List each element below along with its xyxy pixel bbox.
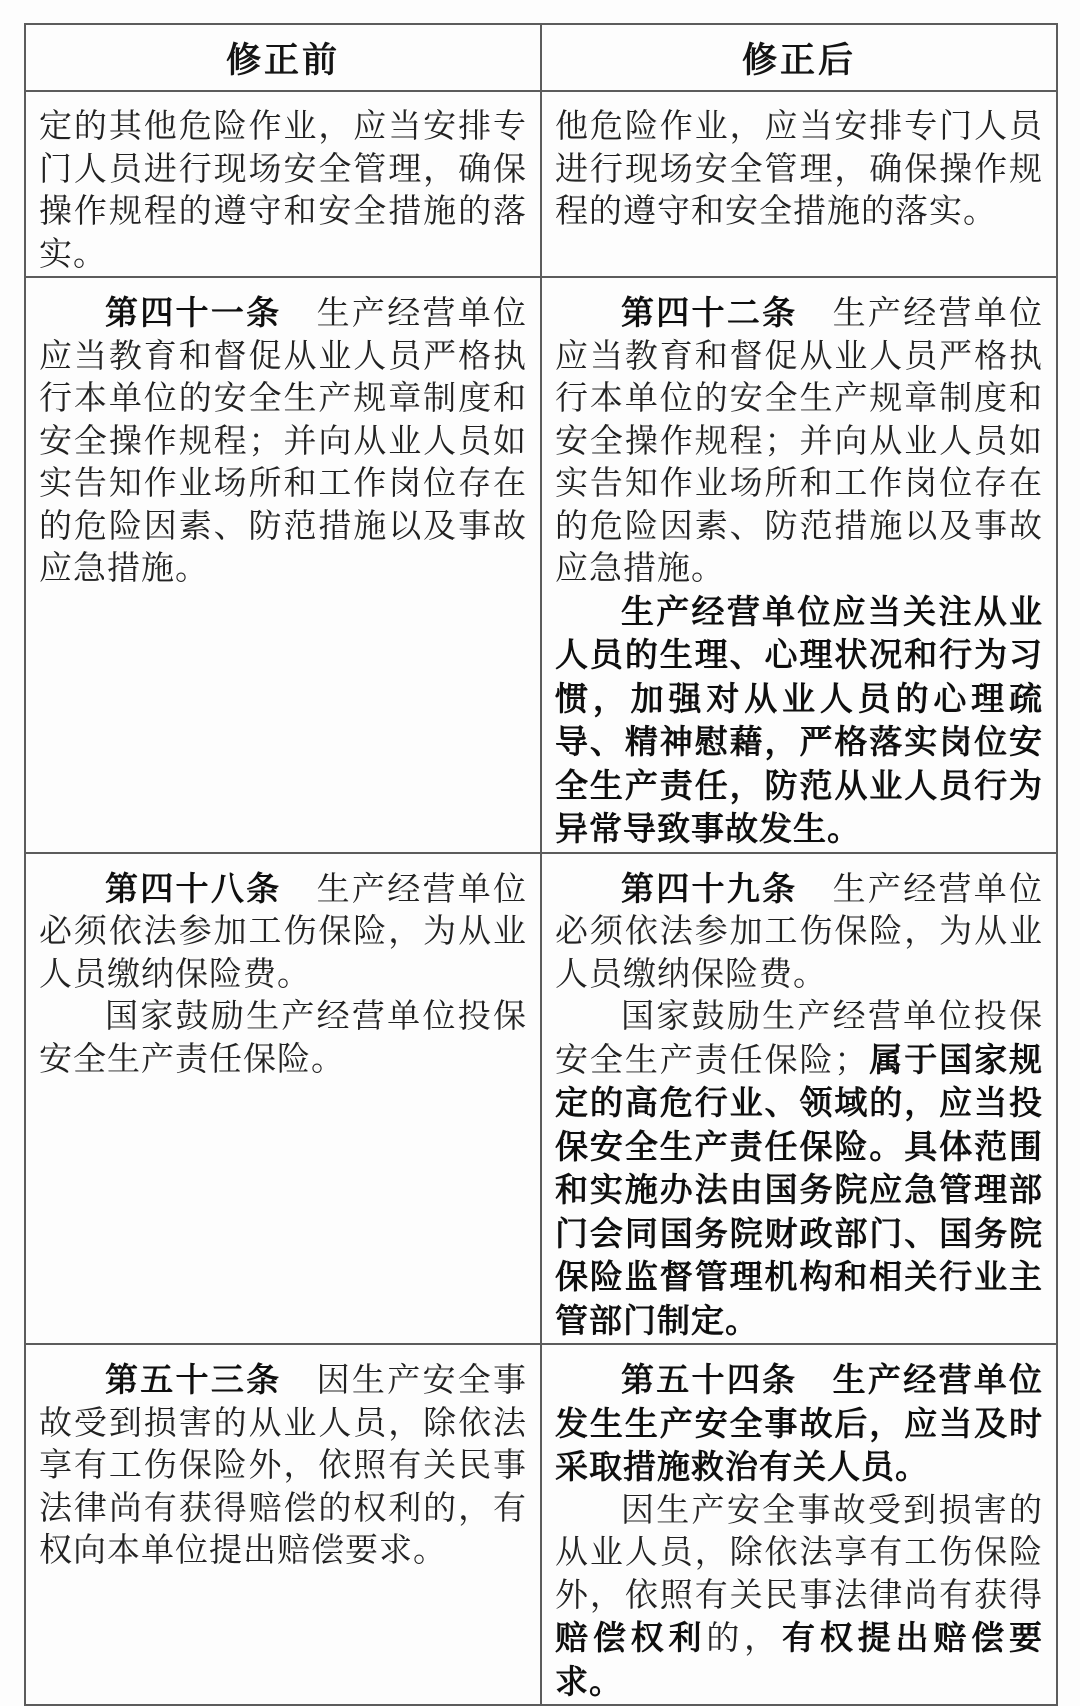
cell-after: [541, 91, 1057, 277]
body-text: 生产经营单位必须依法参加工伤保险，为从业人员缴纳保险费。: [555, 871, 1044, 993]
paragraph: [555, 292, 1043, 591]
table-row: [25, 1344, 1057, 1705]
emphasized-text: 有权提出赔偿要求。: [555, 1619, 1044, 1700]
paragraph: [39, 292, 527, 591]
emphasized-text: 赔偿权利: [555, 1619, 707, 1656]
cell-before: [25, 1344, 541, 1705]
body-text: 国家鼓励生产经营单位投保安全生产责任保险；: [555, 999, 1043, 1079]
paragraph: [555, 868, 1043, 997]
paragraph: [39, 106, 527, 276]
cell-before: [25, 853, 541, 1345]
emphasized-text: 生产经营单位发生生产安全事故后，应当及时采取措施救治有关人员。: [555, 1361, 1044, 1485]
column-header-after: 修正后: [541, 24, 1057, 91]
cell-before: [25, 277, 541, 853]
emphasized-text: 第四十九条: [621, 869, 798, 907]
paragraph: [39, 1359, 527, 1573]
paragraph: [555, 996, 1043, 1343]
cell-after: [541, 853, 1057, 1345]
paragraph: [555, 106, 1043, 234]
header-row: [25, 24, 1057, 91]
paragraph: [39, 996, 527, 1081]
paragraph: [39, 868, 527, 997]
body-text: 的，: [706, 1621, 783, 1657]
table-row: [25, 91, 1057, 277]
body-text: 生产经营单位必须依法参加工伤保险，为从业人员缴纳保险费。: [39, 871, 528, 993]
table-body: [25, 91, 1057, 1705]
table-row: [25, 853, 1057, 1345]
body-text: 生产经营单位应当教育和督促从业人员严格执行本单位的安全生产规章制度和安全操作规程；并向从业人员如实告知作业场所和工作岗位存在的危险因素、防范措施以及事故应急措施。: [39, 296, 528, 587]
body-text: 国家鼓励生产经营单位投保安全生产责任保险。: [39, 999, 527, 1078]
body-text: 定的其他危险作业，应当安排专门人员进行现场安全管理，确保操作规程的遵守和安全措施的落实。: [39, 109, 527, 273]
cell-before: [25, 91, 541, 277]
emphasized-text: 第四十一条: [105, 294, 282, 331]
cell-after: [541, 1344, 1057, 1705]
emphasized-text: 属于国家规定的高危行业、领域的，应当投保安全生产责任保险。具体范围和实施办法由国务院应急管理部门会同国务院财政部门、国务院保险监督管理机构和相关行业主管部门制定。: [555, 1040, 1044, 1339]
column-header-before: 修正前: [25, 24, 541, 91]
body-text: 他危险作业，应当安排专门人员进行现场安全管理，确保操作规程的遵守和安全措施的落实。: [555, 109, 1043, 230]
body-text: 因生产安全事故受到损害的从业人员，除依法享有工伤保险外，依照有关民事法律尚有获得赔偿的权利的，有权向本单位提出赔偿要求。: [39, 1363, 528, 1569]
body-text: 生产经营单位应当教育和督促从业人员严格执行本单位的安全生产规章制度和安全操作规程；并向从业人员如实告知作业场所和工作岗位存在的危险因素、防范措施以及事故应急措施。: [555, 296, 1044, 587]
paragraph: [555, 1359, 1043, 1490]
paragraph: [555, 591, 1043, 852]
emphasized-text: 生产经营单位应当关注从业人员的生理、心理状况和行为习惯，加强对从业人员的心理疏导、精神慰藉，严格落实岗位安全生产责任，防范从业人员行为异常导致事故发生。: [555, 592, 1043, 847]
amendment-comparison-table: [24, 23, 1058, 1706]
emphasized-text: 第四十八条: [105, 869, 282, 907]
emphasized-text: 第五十四条: [621, 1361, 798, 1398]
paragraph: [555, 1490, 1043, 1705]
emphasized-text: 第五十三条: [105, 1361, 282, 1398]
table-row: [25, 277, 1057, 853]
body-text: 因生产安全事故受到损害的从业人员，除依法享有工伤保险外，依照有关民事法律尚有获得: [555, 1492, 1043, 1614]
cell-after: [541, 277, 1057, 853]
emphasized-text: 第四十二条: [621, 294, 798, 331]
table-header: [25, 24, 1057, 91]
